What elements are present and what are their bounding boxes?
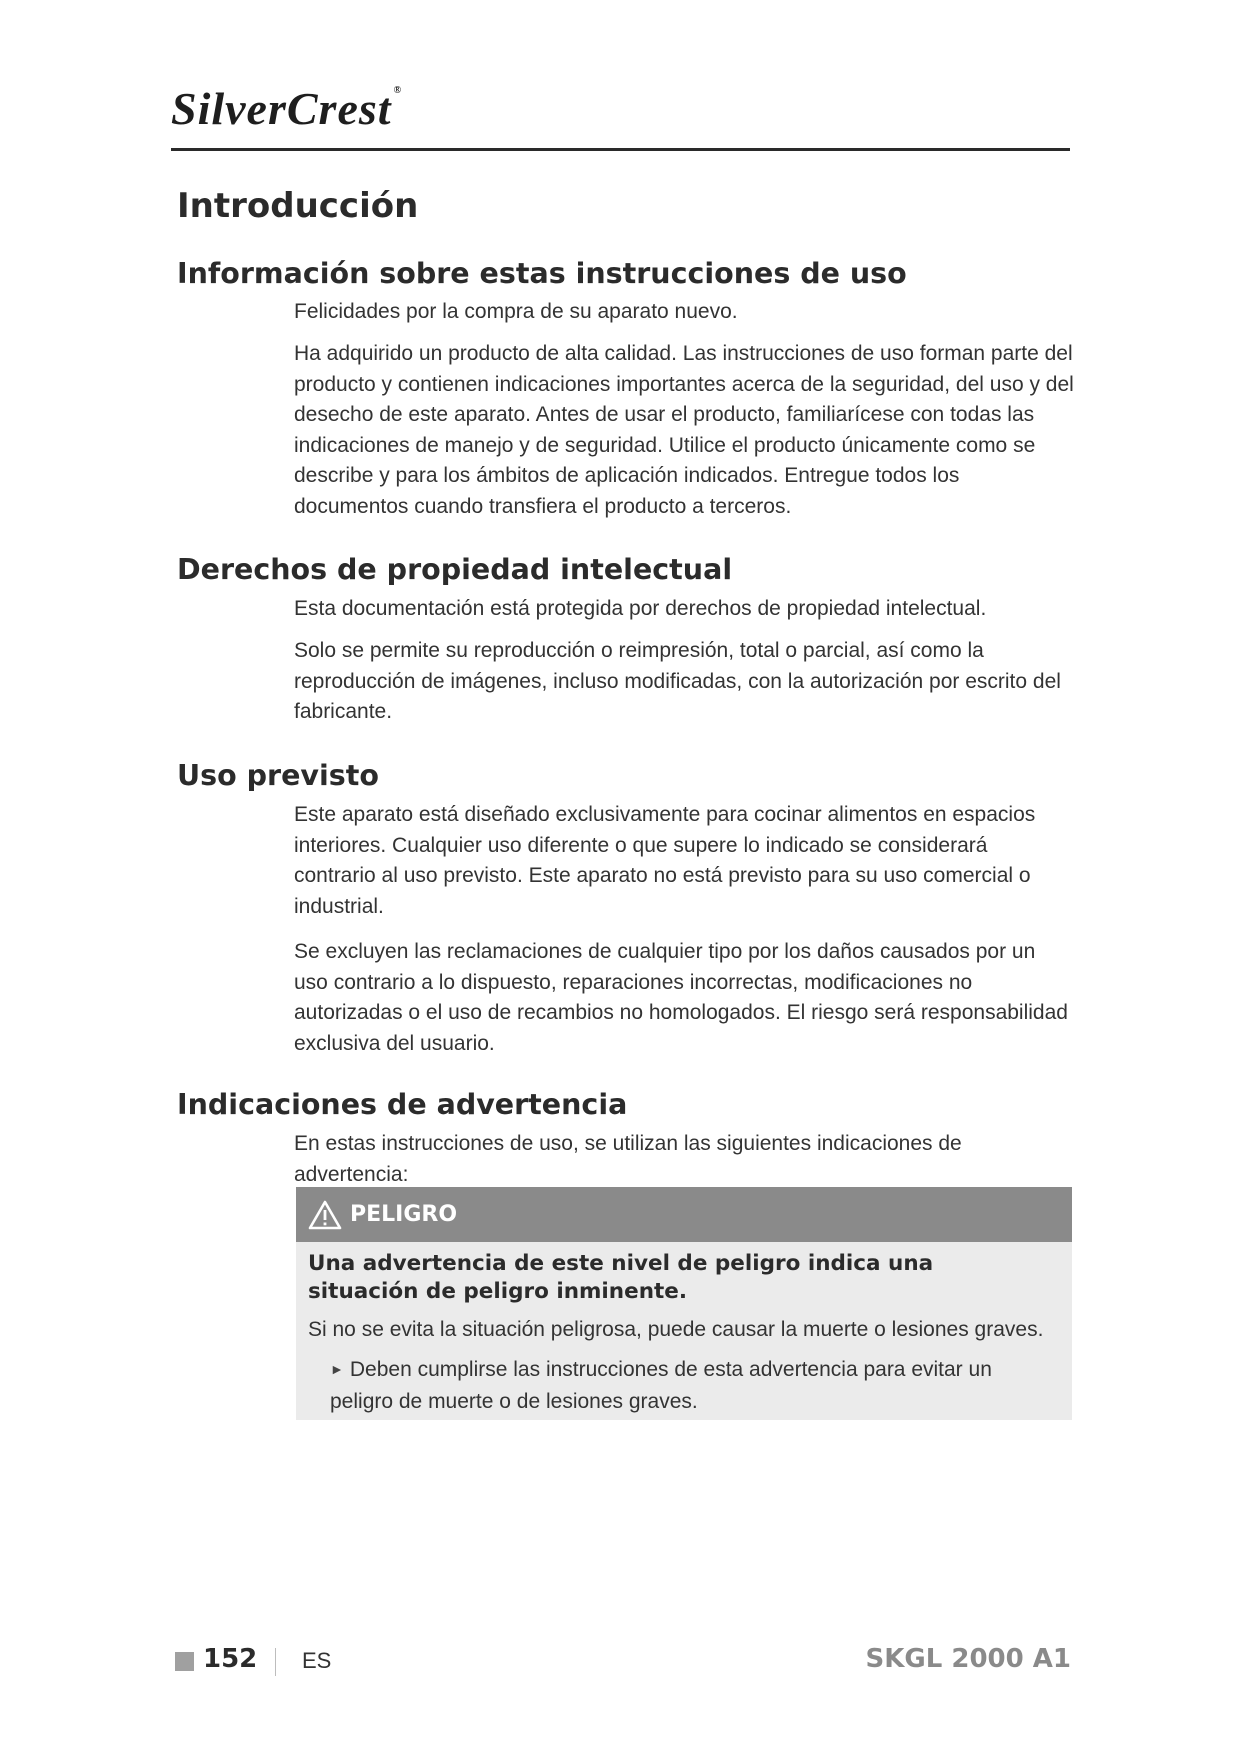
danger-warning-box	[296, 1187, 1072, 1420]
bullet-arrow-icon: ►	[330, 1361, 344, 1377]
danger-body: Si no se evita la situación peligrosa, puede causar la muerte o lesiones graves.	[308, 1318, 1044, 1341]
brand-logo-text: SilverCrest	[171, 83, 392, 134]
page-title: Introducción	[177, 186, 419, 226]
paragraph-reproduction: Solo se permite su reproducción o reimpresión, total o parcial, así como la reproducción de imágenes, incluso modificadas, con la autorización por escrito del fabricante.	[294, 639, 1061, 723]
section-heading-warnings: Indicaciones de advertencia	[177, 1088, 628, 1121]
section-heading-intended-use: Uso previsto	[177, 759, 379, 792]
language-code: ES	[302, 1648, 332, 1673]
registered-mark: ®	[393, 85, 403, 96]
paragraph-copyright-protected: Esta documentación está protegida por derechos de propiedad intelectual.	[294, 597, 987, 620]
danger-label: PELIGRO	[350, 1202, 458, 1227]
section-heading-instructions-info: Información sobre estas instrucciones de uso	[177, 257, 907, 290]
brand-logo	[171, 83, 403, 134]
danger-bullet-text: Deben cumplirse las instrucciones de esta advertencia para evitar un peligro de muerte o de lesiones graves.	[330, 1358, 992, 1413]
footer-square-marker	[175, 1652, 194, 1671]
model-number: SKGL 2000 A1	[865, 1644, 1071, 1674]
footer-separator	[275, 1648, 276, 1676]
header-rule	[171, 148, 1070, 151]
danger-warning-header	[296, 1187, 1072, 1242]
danger-bullet-item	[330, 1355, 1050, 1417]
paragraph-quality-product: Ha adquirido un producto de alta calidad. Las instrucciones de uso forman parte del producto y contienen indicaciones importantes acerca de la seguridad, del uso y del desecho de este aparato. Antes de usar el producto, familiarícese con todas las indicaciones de manejo y de seguridad. Utilice el producto únicamente como se describe y para los ámbitos de aplicación indicados. Entregue todos los documentos cuando transfiera el producto a terceros.	[294, 342, 1074, 518]
warning-triangle-icon	[308, 1200, 342, 1230]
section-heading-copyright: Derechos de propiedad intelectual	[177, 553, 733, 586]
page-number: 152	[203, 1644, 258, 1674]
paragraph-congratulations: Felicidades por la compra de su aparato nuevo.	[294, 300, 738, 323]
paragraph-claims-excluded: Se excluyen las reclamaciones de cualquier tipo por los daños causados por un uso contrario a lo dispuesto, reparaciones incorrectas, modificaciones no autorizadas o el uso de recambios no homologados. El riesgo será responsabilidad exclusiva del usuario.	[294, 940, 1068, 1055]
paragraph-intended-use: Este aparato está diseñado exclusivamente para cocinar alimentos en espacios interiores. Cualquier uso diferente o que supere lo indicado se considerará contrario al uso previsto. Este aparato no está previsto para su uso comercial o industrial.	[294, 803, 1036, 918]
paragraph-warnings-intro: En estas instrucciones de uso, se utilizan las siguientes indicaciones de advertencia:	[294, 1132, 962, 1186]
danger-headline: Una advertencia de este nivel de peligro indica una situación de peligro inminente.	[308, 1251, 934, 1304]
